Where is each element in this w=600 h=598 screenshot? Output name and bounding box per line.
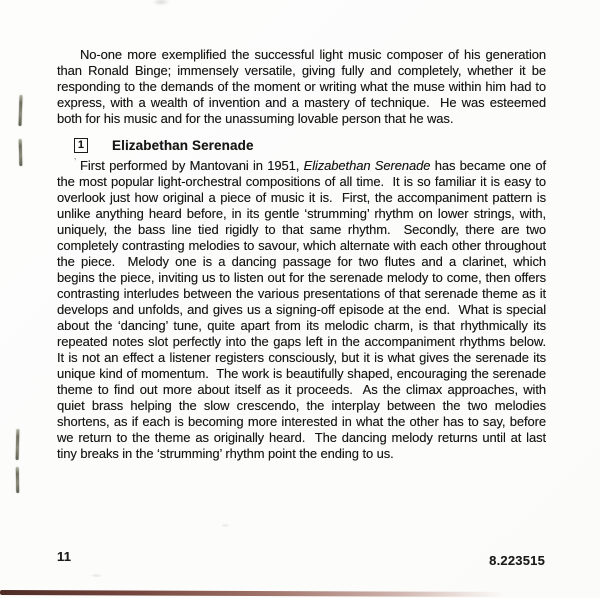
track-paragraph-wrap [57,157,554,462]
track-title: Elizabethan Serenade [112,138,254,153]
scan-artifact-mark: ’ [74,157,77,168]
track-number-badge: 1 [74,138,88,153]
staple-mark [18,95,22,126]
catalog-number: 8.223515 [489,553,545,568]
text-column [57,47,554,462]
track-paragraph [57,158,554,462]
track-paragraph-body: has became one of the most popular light-orchestral compositions of all time. It is so familiar it is easy to overlook just how original a piece of music it is. First, the accompaniment pattern is unlike anything heard before, in its gentle ‘strumming’ rhythm on lower strings, with, uniquely, the bass line tied rigidly to that same rhythm. Secondly, there are two completely contrasting melodies to savour, which alternate with each other throughout the piece. Melody one is a dancing passage for two flutes and a clarinet, which begins the piece, inviting us to listen out for the serenade melody to come, then offers contrasting interludes between the various presentations of that serenade theme as it develops and unfolds, and gives us a signing-off episode at the end. What is special about the ‘dancing’ tune, quite apart from its melodic charm, is that rhythmically its repeated notes slot perfectly into the gaps left in the accompaniment rhythms below. It is not an effect a listener registers consciously, but it is what gives the serenade its unique kind of momentum. The work is beautifully shaped, encouraging the serenade theme to find out more about itself as it proceeds. As the climax approaches, with quiet brass helping the slow crescendo, the interplay between the two melodies shortens, as if each is becoming more interested in what the other has to say, before we return to the theme as originally heard. The dancing melody returns until at last tiny breaks in the ‘strumming’ rhythm point the ending to us. [57,158,554,461]
scan-line-bottom [0,590,505,596]
work-title-italic: Elizabethan Serenade [303,158,431,173]
track-paragraph-lead: First performed by Mantovani in 1951, [80,158,304,173]
intro-paragraph: No-one more exemplified the successful light music composer of his generation than Ronald Binge; immensely versatile, giving fully and completely, whether it be responding to the demands of the moment or writing what the muse within him had to express, with a wealth of invention and a mastery of technique. He was esteemed both for his music and for the unassuming lovable person that he was. [57,47,550,126]
page-number: 11 [57,549,72,564]
staple-mark [19,139,22,166]
scan-speck [222,524,229,527]
staple-mark [16,429,19,460]
scan-speck [92,574,101,577]
scan-smudge-top [152,0,170,6]
track-heading [74,138,546,153]
staple-mark [16,467,19,493]
